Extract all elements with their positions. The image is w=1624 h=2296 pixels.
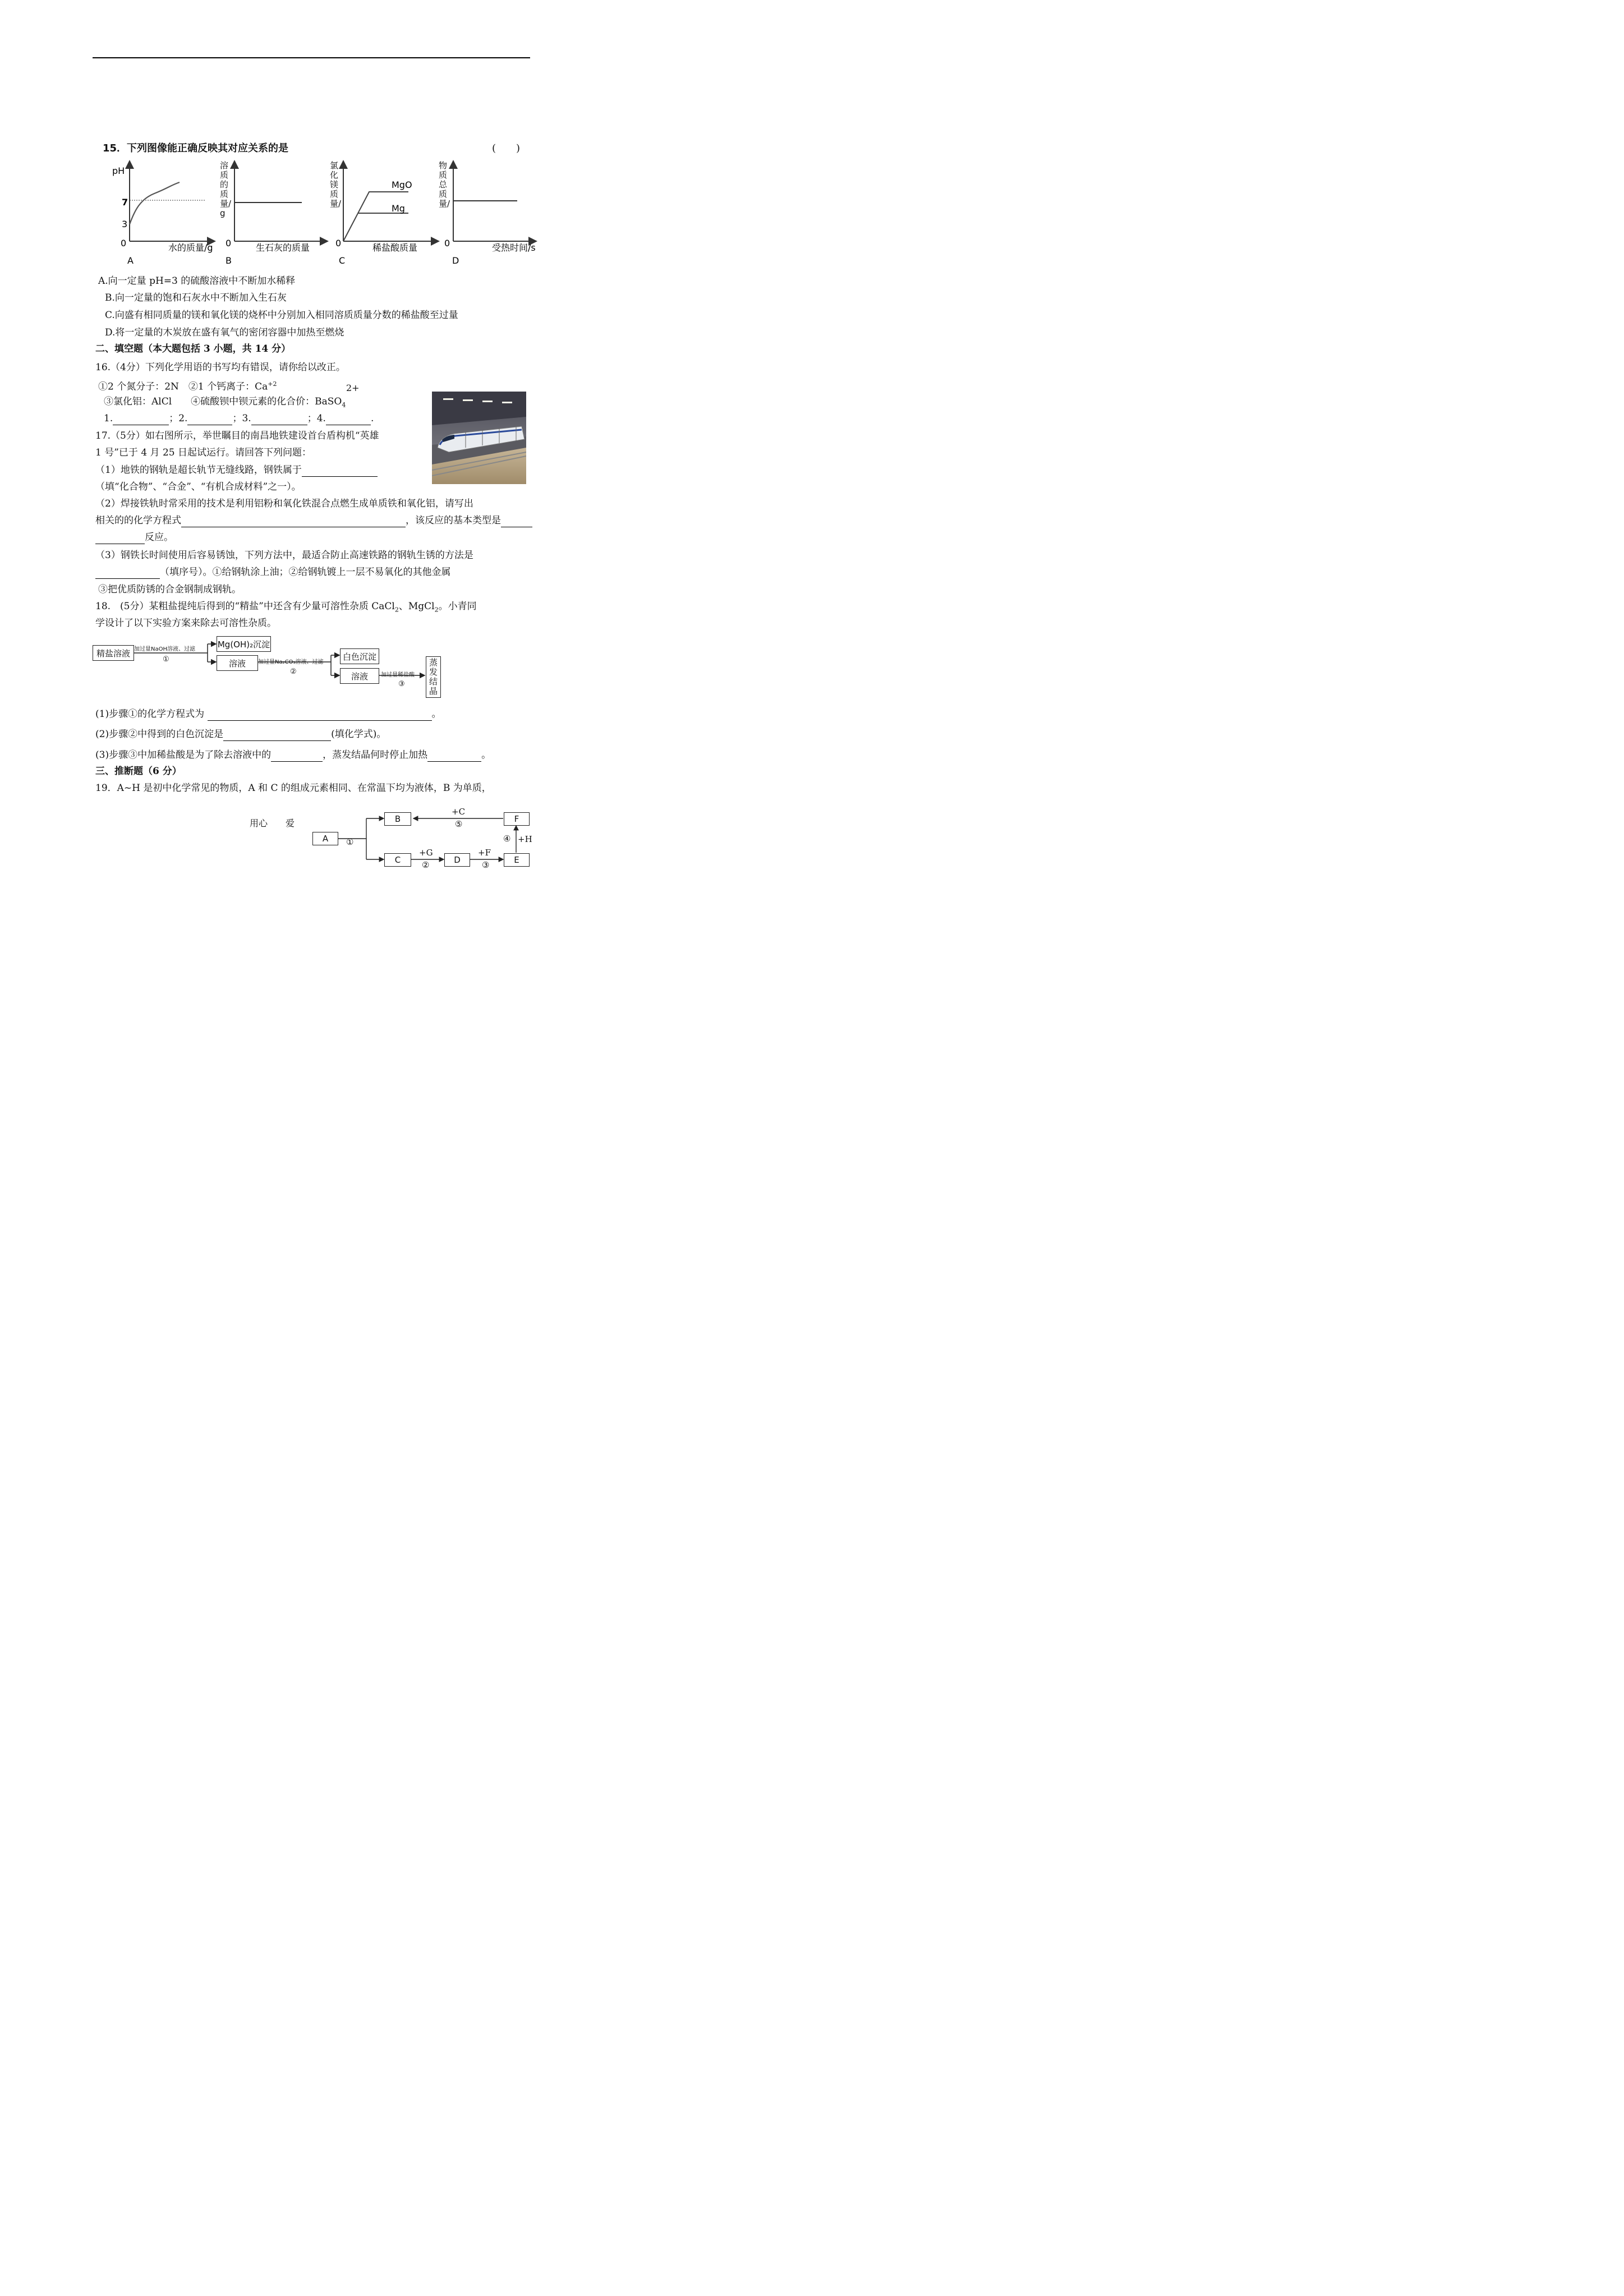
graph-b — [219, 160, 331, 269]
q17-line1: 17.（5分）如右图所示，举世瞩目的南昌地铁建设首台盾构机“英雄 — [95, 430, 379, 441]
q16-charge-label: 2+ — [346, 383, 360, 393]
graph-b-id: B — [226, 255, 232, 266]
flow-solution-2: 溶液 — [340, 668, 379, 684]
graph-a-tick3: 3 — [122, 219, 128, 229]
graph-b-origin: 0 — [226, 238, 232, 249]
q17-line3: （1）地铁的钢轨是超长轨节无缝线路，钢铁属于 — [95, 463, 378, 477]
graph-b-ylabel: 溶质的质量/g — [220, 161, 232, 218]
q17-line9: （填序号）。①给钢轨涂上油；②给钢轨镀上一层不易氧化的其他金属 — [95, 565, 451, 579]
graph-a — [109, 160, 222, 269]
q16-line1: ①2 个氮分子：2N ②1 个钙离子：$Ca^{+2}$ — [98, 380, 277, 393]
q19-label-step1: ① — [346, 837, 354, 847]
q17-blank-method[interactable] — [95, 568, 160, 579]
q19-label-step3: ③ — [482, 860, 490, 870]
q19-label-step2: ② — [422, 860, 430, 870]
header-rule — [93, 57, 530, 58]
q17-line5: （2）焊接铁轨时常采用的技术是利用铝粉和氧化铁混合点燃生成单质铁和氧化铝，请写出 — [95, 498, 473, 509]
flow-step1-number: ① — [163, 655, 169, 664]
graph-c-label-mgo: MgO — [392, 180, 412, 190]
graph-c-origin: 0 — [335, 238, 342, 249]
section-3-heading: 三、推断题（6 分） — [95, 766, 182, 777]
q19-node-f: F — [504, 812, 530, 826]
q15-option-a: A.向一定量 pH=3 的硫酸溶液中不断加水稀释 — [98, 275, 296, 287]
graph-c-label-mg: Mg — [392, 203, 405, 214]
graph-b-xlabel: 生石灰的质量 — [256, 242, 310, 253]
footer-text: 用心 爱 — [250, 818, 295, 829]
q15-answer-paren: ( ) — [492, 142, 521, 154]
graph-a-origin: 0 — [121, 238, 127, 249]
train-photo — [432, 392, 526, 484]
graph-d-origin: 0 — [444, 238, 450, 249]
q17-line8: （3）钢铁长时间使用后容易锈蚀，下列方法中，最适合防止高速铁路的钢轨生锈的方法是 — [95, 550, 473, 561]
q19-flowchart — [311, 808, 547, 872]
q15-option-c: C.向盛有相同质量的镁和氧化镁的烧杯中分别加入相同溶质质量分数的稀盐酸至过量 — [105, 310, 458, 321]
graph-a-id: A — [127, 255, 134, 266]
q18-question-3: (3)步骤③中加稀盐酸是为了除去溶液中的 ，蒸发结晶何时停止加热 。 — [95, 749, 491, 761]
graph-d-ylabel: 物质总质量/ — [439, 161, 450, 209]
q16-blank-1[interactable] — [113, 415, 169, 425]
flow-step1-label: 加过量NaOH溶液、过滤 — [134, 646, 195, 652]
q19-node-d: D — [444, 853, 470, 867]
q17-line6: 相关的的化学方程式 ，该反应的基本类型是 — [95, 514, 532, 527]
section-2-heading: 二、填空题（本大题包括 3 小题，共 14 分） — [95, 343, 291, 355]
q17-blank-type[interactable] — [501, 517, 532, 527]
graph-d-xlabel: 受热时间/s — [492, 242, 536, 253]
graph-a-tick7: 7 — [122, 197, 128, 208]
flow-step2-number: ② — [290, 668, 297, 676]
q17-line2: 1 号”已于 4 月 25 日起试运行。请回答下列问题： — [95, 447, 311, 458]
flow-step3-number: ③ — [398, 680, 405, 688]
q17-blank-equation[interactable] — [181, 517, 406, 527]
q17-blank-type-cont[interactable] — [95, 533, 145, 544]
q17-line10: ③把优质防锈的合金钢制成钢轨。 — [98, 584, 241, 595]
graph-c-ylabel: 氯化镁质量/ — [330, 161, 342, 209]
q19-node-a: A — [312, 832, 338, 845]
q18-line1: 18. (5分）某粗盐提纯后得到的“精盐”中还含有少量可溶性杂质 CaCl$_2$、MgCl$_2$。小青同 — [95, 601, 477, 614]
q16-blank-4[interactable] — [326, 415, 371, 425]
flow-white-precipitate: 白色沉淀 — [340, 648, 379, 664]
flow-mgoh2-precipitate: Mg(OH)₂沉淀 — [217, 636, 271, 652]
q17-line7: 反应。 — [95, 531, 173, 544]
q19-label-plus-h: +H — [518, 834, 532, 844]
q18-blank-3b[interactable] — [427, 751, 481, 762]
graph-c-mgo-curve — [343, 192, 408, 241]
flow-evaporate-crystallize: 蒸发结晶 — [426, 656, 441, 698]
graph-c-xlabel: 稀盐酸质量 — [372, 242, 418, 253]
q19-line1: 19．A~H 是初中化学常见的物质，A 和 C 的组成元素相同、在常温下均为液体，B 为单质， — [95, 783, 491, 794]
q16-answer-line: 1. ；2. ；3. ；4. . — [104, 413, 374, 424]
graph-a-ylabel: pH — [112, 165, 125, 176]
flow-refined-salt-solution: 精盐溶液 — [93, 645, 134, 661]
q18-question-2: (2)步骤②中得到的白色沉淀是 (填化学式)。 — [95, 729, 387, 740]
q19-node-c: C — [384, 853, 411, 867]
flow-step2-label: 加过量Na₂CO₃溶液、过滤 — [258, 659, 324, 665]
q15-option-b: B.向一定量的饱和石灰水中不断加入生石灰 — [105, 292, 287, 303]
q16-blank-2[interactable] — [187, 415, 232, 425]
graph-d — [439, 160, 551, 269]
q17-line4: （填“化合物”、“合金”、“有机合成材料”之一）。 — [95, 481, 301, 493]
graph-d-id: D — [452, 255, 459, 266]
q18-flowchart — [93, 634, 446, 700]
q15-option-d: D.将一定量的木炭放在盛有氧气的密闭容器中加热至燃烧 — [105, 327, 344, 338]
flow-step3-label: 加过量稀盐酸 — [381, 672, 415, 678]
q19-node-b: B — [384, 812, 411, 826]
graph-a-curve — [130, 182, 180, 224]
graph-c — [330, 160, 442, 269]
graph-c-id: C — [339, 255, 346, 266]
q16-stem: 16.（4分）下列化学用语的书写均有错误，请你给以改正。 — [95, 362, 346, 373]
q19-node-e: E — [504, 853, 530, 867]
graph-a-xlabel: 水的质量/g — [168, 242, 213, 253]
q19-label-plus-c: +C — [452, 807, 466, 817]
q19-label-step5: ⑤ — [455, 819, 463, 829]
q18-blank-2[interactable] — [223, 730, 331, 741]
q18-question-1: (1)步骤①的化学方程式为 。 — [95, 708, 441, 720]
q19-label-step4: ④ — [503, 834, 511, 844]
q18-blank-1[interactable] — [208, 710, 432, 721]
q16-blank-3[interactable] — [251, 415, 307, 425]
q16-line2: ③氯化铝：AlCl ④硫酸钡中钡元素的化合价：BaSO$_4$ — [104, 396, 346, 409]
flow-solution-1: 溶液 — [217, 655, 258, 671]
q15-stem: 15．下列图像能正确反映其对应关系的是 — [103, 142, 289, 154]
q18-line2: 学设计了以下实验方案来除去可溶性杂质。 — [95, 618, 277, 629]
q19-label-plus-g: +G — [419, 848, 433, 858]
q17-blank-1[interactable] — [302, 466, 378, 477]
q18-blank-3a[interactable] — [271, 751, 323, 762]
q19-label-plus-f: +F — [478, 848, 491, 858]
